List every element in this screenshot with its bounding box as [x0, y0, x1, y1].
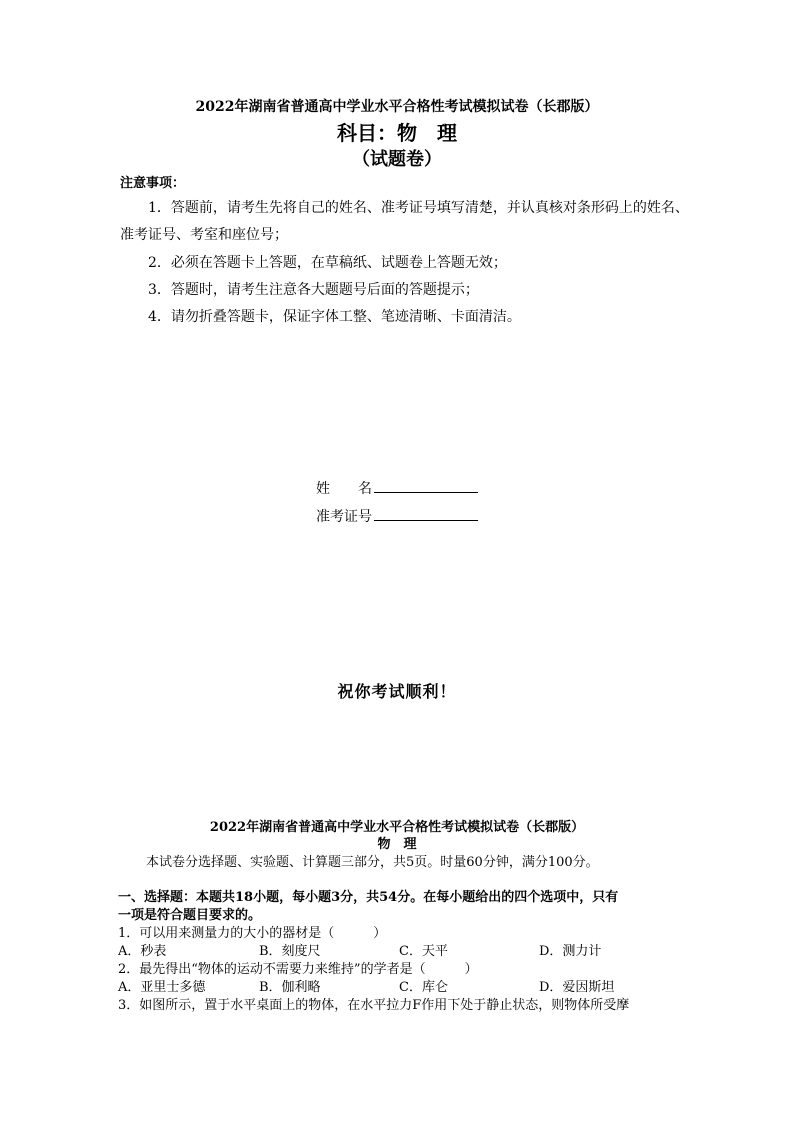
exam-id-blank[interactable] [374, 508, 478, 521]
name-blank[interactable] [374, 480, 478, 493]
exam-intro: 本试卷分选择题、实验题、计算题三部分，共5页。时量60分钟，满分100分。 [146, 855, 599, 870]
exam-id-label: 准考证号 [316, 509, 372, 525]
cover-paper-type: （试题卷） [352, 149, 442, 170]
note-4: 4．请勿折叠答题卡，保证字体工整、笔迹清晰、卡面清洁。 [148, 309, 521, 325]
q2-stem: 2．最先得出“物体的运动不需要力来维持”的学者是（ ） [118, 962, 478, 977]
note-2: 2．必须在答题卡上答题，在草稿纸、试题卷上答题无效； [148, 255, 507, 271]
q2-option-c: C．库仑 [399, 980, 448, 995]
q1-option-c: C．天平 [399, 944, 448, 959]
name-field[interactable] [316, 478, 478, 498]
q1-options [118, 940, 678, 958]
cover-subject: 科目：物 理 [337, 121, 457, 145]
exam-subject: 物 理 [377, 837, 417, 852]
note-3: 3．答题时，请考生注意各大题题号后面的答题提示； [148, 282, 479, 298]
q2-options [118, 976, 678, 994]
exam-id-field[interactable] [316, 506, 478, 526]
section1-line1: 一、选择题：本题共18小题，每小题3分，共54分。在每小题给出的四个选项中，只有 [118, 890, 619, 905]
q2-option-b: B．伽利略 [259, 980, 321, 995]
wish-text: 祝你考试顺利！ [337, 682, 457, 701]
exam-title: 2022年湖南省普通高中学业水平合格性考试模拟试卷（长郡版） [209, 820, 585, 835]
q2-option-a: A．亚里士多德 [118, 980, 206, 995]
q2-option-d: D．爱因斯坦 [539, 980, 615, 995]
note-1: 1．答题前，请考生先将自己的姓名、准考证号填写清楚，并认真核对条形码上的姓名、 [148, 200, 689, 216]
note-1-cont: 准考证号、考室和座位号； [120, 227, 288, 243]
q1-option-b: B．刻度尺 [259, 944, 321, 959]
q3-stem: 3．如图所示，置于水平桌面上的物体，在水平拉力F作用下处于静止状态，则物体所受摩 [118, 998, 630, 1013]
section1-line2: 一项是符合题目要求的。 [118, 908, 262, 923]
q1-option-d: D．测力计 [539, 944, 602, 959]
name-label: 姓 名 [316, 481, 372, 497]
q1-stem: 1．可以用来测量力的大小的器材是（ ） [118, 926, 387, 941]
q1-option-a: A．秒表 [118, 944, 167, 959]
notes-heading: 注意事项： [120, 176, 186, 191]
cover-title: 2022年湖南省普通高中学业水平合格性考试模拟试卷（长郡版） [195, 99, 599, 115]
